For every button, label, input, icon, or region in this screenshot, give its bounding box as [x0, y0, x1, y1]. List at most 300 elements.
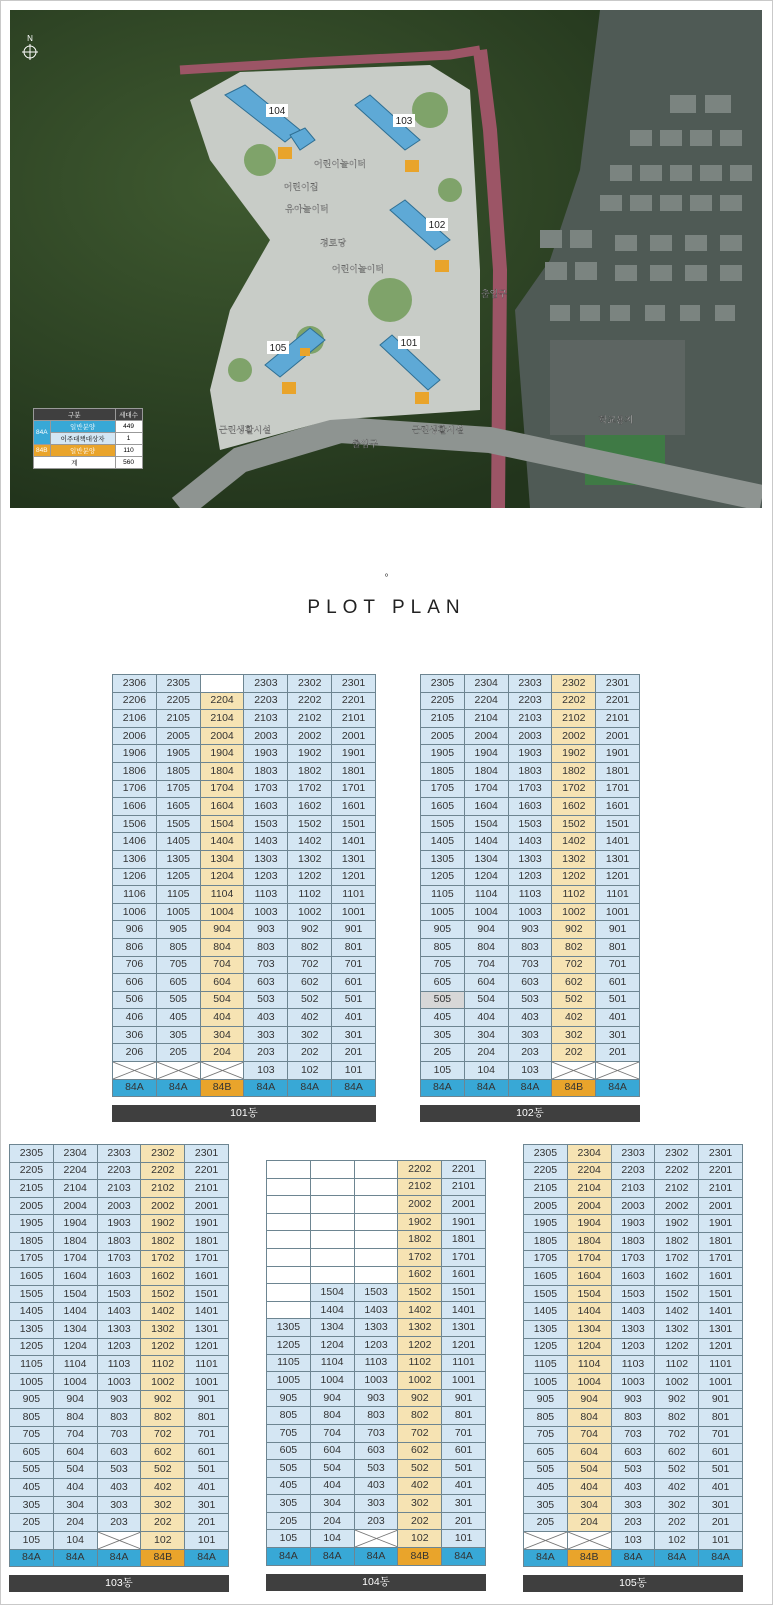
empty-cell [354, 1266, 398, 1284]
unit-cell: 2302 [288, 675, 332, 693]
heading-ornament: ° [384, 573, 389, 584]
unit-cell: 1101 [699, 1356, 743, 1374]
unit-cell: 503 [354, 1460, 398, 1478]
unit-cell: 702 [288, 956, 332, 974]
unit-cell: 605 [156, 974, 200, 992]
floor-row [421, 675, 640, 693]
building-label-bar: 104동 [266, 1574, 486, 1591]
unit-cell: 2201 [596, 692, 640, 710]
unit-cell: 1302 [655, 1320, 699, 1338]
unit-cell: 1406 [113, 833, 157, 851]
unit-cell: 501 [596, 991, 640, 1009]
unit-cell: 305 [156, 1026, 200, 1044]
unit-cell: 2305 [156, 675, 200, 693]
floor-row [267, 1336, 486, 1354]
unit-cell: 1601 [185, 1268, 229, 1286]
unit-cell: 1103 [97, 1356, 141, 1374]
unit-cell: 1202 [288, 868, 332, 886]
floor-row [267, 1424, 486, 1442]
unit-cell: 705 [267, 1424, 311, 1442]
unit-cell: 1701 [185, 1250, 229, 1268]
empty-cell [310, 1161, 354, 1179]
unit-cell: 806 [113, 938, 157, 956]
unit-cell: 1005 [10, 1373, 54, 1391]
unit-cell: 1002 [288, 903, 332, 921]
unit-cell: 504 [310, 1460, 354, 1478]
unit-cell: 901 [185, 1391, 229, 1409]
unit-cell: 1504 [200, 815, 244, 833]
unit-cell: 701 [442, 1424, 486, 1442]
unit-cell: 1105 [10, 1356, 54, 1374]
unit-cell: 1101 [185, 1356, 229, 1374]
unit-cell: 2201 [442, 1161, 486, 1179]
unit-cell: 2202 [552, 692, 596, 710]
unit-cell: 301 [332, 1026, 376, 1044]
unit-cell: 1804 [200, 762, 244, 780]
unit-cell: 1205 [10, 1338, 54, 1356]
unit-cell: 1101 [442, 1354, 486, 1372]
unavailable-unit-cell [113, 1062, 157, 1080]
unit-cell: 2101 [442, 1178, 486, 1196]
unit-cell: 1506 [113, 815, 157, 833]
unit-cell: 803 [244, 938, 288, 956]
unit-cell: 1302 [398, 1319, 442, 1337]
unit-cell: 2201 [332, 692, 376, 710]
unit-cell: 1803 [97, 1232, 141, 1250]
floor-row [267, 1161, 486, 1179]
floor-row [524, 1373, 743, 1391]
map-label-senior-center: 경로당 [319, 238, 347, 248]
unit-type-cell: 84A [185, 1549, 229, 1567]
unit-cell: 901 [332, 921, 376, 939]
unit-cell: 1402 [552, 833, 596, 851]
unit-cell: 1304 [464, 850, 508, 868]
unit-cell: 1802 [398, 1231, 442, 1249]
floor-row [267, 1284, 486, 1302]
unit-cell: 904 [567, 1391, 611, 1409]
unit-cell: 702 [552, 956, 596, 974]
floor-row [421, 815, 640, 833]
unit-cell: 902 [398, 1389, 442, 1407]
unit-cell: 702 [398, 1424, 442, 1442]
unit-cell: 303 [244, 1026, 288, 1044]
unit-cell: 102 [288, 1062, 332, 1080]
unit-cell: 901 [442, 1389, 486, 1407]
unit-cell: 1306 [113, 850, 157, 868]
unit-cell: 1205 [524, 1338, 568, 1356]
unit-type-cell: 84A [310, 1548, 354, 1566]
unit-cell: 501 [442, 1460, 486, 1478]
unit-cell: 1704 [464, 780, 508, 798]
unit-cell: 402 [552, 1009, 596, 1027]
unit-cell: 2202 [655, 1162, 699, 1180]
unit-cell: 702 [655, 1426, 699, 1444]
unit-cell: 1102 [141, 1356, 185, 1374]
map-label-103: 103 [395, 116, 413, 127]
unit-cell: 905 [267, 1389, 311, 1407]
unit-cell: 501 [185, 1461, 229, 1479]
unit-cell: 1905 [10, 1215, 54, 1233]
floor-row [524, 1408, 743, 1426]
unit-cell: 604 [567, 1444, 611, 1462]
empty-cell [354, 1248, 398, 1266]
empty-cell [267, 1301, 311, 1319]
floor-row [421, 710, 640, 728]
unit-cell: 503 [611, 1461, 655, 1479]
floor-row [524, 1444, 743, 1462]
unit-cell: 404 [53, 1479, 97, 1497]
unit-cell: 603 [508, 974, 552, 992]
unit-cell: 1504 [53, 1285, 97, 1303]
unit-cell: 1901 [596, 745, 640, 763]
building-102-grid [420, 674, 640, 1122]
unit-cell: 1202 [655, 1338, 699, 1356]
unit-cell: 205 [156, 1044, 200, 1062]
unit-cell: 902 [288, 921, 332, 939]
unit-cell: 2206 [113, 692, 157, 710]
unit-cell: 601 [596, 974, 640, 992]
unit-cell: 702 [141, 1426, 185, 1444]
unit-cell: 1802 [552, 762, 596, 780]
unit-cell: 902 [552, 921, 596, 939]
unit-cell: 205 [421, 1044, 465, 1062]
unit-cell: 903 [354, 1389, 398, 1407]
floor-row [267, 1530, 486, 1548]
unit-cell: 1704 [53, 1250, 97, 1268]
unit-cell: 1004 [200, 903, 244, 921]
floor-row [10, 1232, 229, 1250]
unit-cell: 2103 [97, 1180, 141, 1198]
unit-cell: 2303 [611, 1145, 655, 1163]
unit-cell: 405 [421, 1009, 465, 1027]
unit-cell: 1801 [442, 1231, 486, 1249]
unit-cell: 1503 [244, 815, 288, 833]
empty-cell [267, 1266, 311, 1284]
floor-row [267, 1248, 486, 1266]
unit-cell: 1501 [332, 815, 376, 833]
map-label-entrance-south: 출입구 [351, 439, 379, 449]
unit-cell: 105 [267, 1530, 311, 1548]
unit-cell: 905 [156, 921, 200, 939]
unit-cell: 2001 [699, 1197, 743, 1215]
unit-cell: 701 [185, 1426, 229, 1444]
empty-cell [354, 1231, 398, 1249]
unit-cell: 2005 [156, 727, 200, 745]
unit-cell: 802 [141, 1408, 185, 1426]
unit-table [9, 1144, 229, 1567]
unit-cell: 704 [53, 1426, 97, 1444]
empty-cell [310, 1266, 354, 1284]
unit-cell: 501 [332, 991, 376, 1009]
unit-cell: 1304 [53, 1320, 97, 1338]
unit-cell: 805 [421, 938, 465, 956]
floor-row [113, 1026, 376, 1044]
unit-cell: 1403 [611, 1303, 655, 1321]
unit-cell: 604 [53, 1444, 97, 1462]
unit-cell: 1501 [442, 1284, 486, 1302]
floor-row [10, 1268, 229, 1286]
unit-cell: 2004 [200, 727, 244, 745]
unit-cell: 1903 [97, 1215, 141, 1233]
unit-cell: 2104 [464, 710, 508, 728]
unit-cell: 1706 [113, 780, 157, 798]
empty-cell [310, 1178, 354, 1196]
unit-cell: 2004 [567, 1197, 611, 1215]
unit-type-row [113, 1079, 376, 1097]
unit-cell: 1303 [508, 850, 552, 868]
unit-cell: 705 [156, 956, 200, 974]
unit-cell: 604 [200, 974, 244, 992]
unit-cell: 1701 [699, 1250, 743, 1268]
unit-cell: 305 [421, 1026, 465, 1044]
unit-cell: 502 [141, 1461, 185, 1479]
floor-row [113, 991, 376, 1009]
unit-type-cell: 84A [156, 1079, 200, 1097]
floor-row [10, 1197, 229, 1215]
unit-cell: 1804 [53, 1232, 97, 1250]
unit-cell: 1305 [156, 850, 200, 868]
unit-cell: 1801 [596, 762, 640, 780]
unit-cell: 1804 [567, 1232, 611, 1250]
unit-cell: 2105 [524, 1180, 568, 1198]
unit-cell: 303 [508, 1026, 552, 1044]
unit-type-cell: 84A [53, 1549, 97, 1567]
unit-cell: 1301 [332, 850, 376, 868]
unit-cell: 1703 [244, 780, 288, 798]
unit-cell: 1303 [354, 1319, 398, 1337]
unit-cell: 1006 [113, 903, 157, 921]
unit-cell: 1103 [354, 1354, 398, 1372]
floor-row [421, 1044, 640, 1062]
unit-cell: 1502 [288, 815, 332, 833]
floor-row [10, 1145, 229, 1163]
unit-cell: 706 [113, 956, 157, 974]
unit-cell: 1303 [611, 1320, 655, 1338]
unavailable-unit-cell [200, 1062, 244, 1080]
unit-cell: 704 [464, 956, 508, 974]
unit-cell: 1803 [508, 762, 552, 780]
unit-cell: 503 [97, 1461, 141, 1479]
unit-cell: 1502 [552, 815, 596, 833]
unit-cell: 1505 [10, 1285, 54, 1303]
unit-cell: 402 [288, 1009, 332, 1027]
unit-cell: 601 [332, 974, 376, 992]
unit-cell: 901 [699, 1391, 743, 1409]
unavailable-unit-cell [524, 1532, 568, 1550]
unit-cell: 2001 [442, 1196, 486, 1214]
unit-type-cell: 84A [596, 1079, 640, 1097]
unit-cell: 902 [141, 1391, 185, 1409]
floor-row [421, 868, 640, 886]
unit-cell: 1901 [699, 1215, 743, 1233]
empty-cell [267, 1213, 311, 1231]
unit-type-cell: 84A [508, 1079, 552, 1097]
unavailable-unit-cell [354, 1530, 398, 1548]
unit-cell: 2101 [185, 1180, 229, 1198]
floor-row [524, 1250, 743, 1268]
unit-cell: 401 [185, 1479, 229, 1497]
unit-cell: 1004 [464, 903, 508, 921]
floor-row [113, 745, 376, 763]
unit-cell: 2002 [398, 1196, 442, 1214]
unavailable-unit-cell [552, 1062, 596, 1080]
unit-cell: 906 [113, 921, 157, 939]
floor-row [10, 1391, 229, 1409]
unit-cell: 301 [185, 1496, 229, 1514]
unit-cell: 1904 [200, 745, 244, 763]
unit-cell: 103 [611, 1532, 655, 1550]
unit-cell: 1003 [354, 1372, 398, 1390]
unit-cell: 2105 [156, 710, 200, 728]
unit-cell: 1102 [655, 1356, 699, 1374]
map-label-104: 104 [268, 106, 286, 117]
unit-cell: 2103 [508, 710, 552, 728]
unit-cell: 1505 [524, 1285, 568, 1303]
unit-cell: 1401 [699, 1303, 743, 1321]
unit-cell: 104 [464, 1062, 508, 1080]
floor-row [10, 1408, 229, 1426]
unit-cell: 1204 [567, 1338, 611, 1356]
unit-table [523, 1144, 743, 1567]
unit-cell: 2103 [611, 1180, 655, 1198]
unit-cell: 802 [398, 1407, 442, 1425]
floor-row [524, 1285, 743, 1303]
unit-cell: 201 [596, 1044, 640, 1062]
unit-cell: 2301 [185, 1145, 229, 1163]
unit-cell: 505 [524, 1461, 568, 1479]
unit-cell: 1802 [288, 762, 332, 780]
unit-cell: 502 [398, 1460, 442, 1478]
empty-cell [267, 1284, 311, 1302]
unit-cell: 2303 [244, 675, 288, 693]
unit-cell: 804 [567, 1408, 611, 1426]
floor-row [10, 1180, 229, 1198]
unit-cell: 205 [267, 1512, 311, 1530]
unit-cell: 1205 [156, 868, 200, 886]
floor-row [421, 1009, 640, 1027]
unit-type-cell: 84A [113, 1079, 157, 1097]
unit-cell: 903 [244, 921, 288, 939]
empty-cell [267, 1248, 311, 1266]
floor-row [267, 1319, 486, 1337]
unit-cell: 2204 [567, 1162, 611, 1180]
floor-row [113, 974, 376, 992]
unit-cell: 402 [655, 1479, 699, 1497]
floor-row [267, 1178, 486, 1196]
floor-row [113, 762, 376, 780]
unit-cell: 304 [567, 1496, 611, 1514]
unit-cell: 602 [141, 1444, 185, 1462]
unit-cell: 1104 [200, 886, 244, 904]
unit-cell: 1703 [508, 780, 552, 798]
unit-type-cell: 84A [332, 1079, 376, 1097]
unit-cell: 203 [244, 1044, 288, 1062]
unit-cell: 603 [244, 974, 288, 992]
unit-cell: 1405 [156, 833, 200, 851]
unit-cell: 2002 [552, 727, 596, 745]
unit-cell: 1501 [596, 815, 640, 833]
legend-count: 1 [115, 433, 142, 445]
floor-row [421, 903, 640, 921]
unit-cell: 504 [53, 1461, 97, 1479]
unit-cell: 1604 [567, 1268, 611, 1286]
unit-cell: 505 [156, 991, 200, 1009]
unit-cell: 2305 [524, 1145, 568, 1163]
unit-cell: 1901 [332, 745, 376, 763]
unit-cell: 304 [310, 1495, 354, 1513]
unit-cell: 1603 [508, 798, 552, 816]
unit-cell: 1602 [398, 1266, 442, 1284]
map-label-101: 101 [400, 338, 418, 349]
unit-cell: 1705 [156, 780, 200, 798]
unit-cell: 1606 [113, 798, 157, 816]
floor-row [113, 1009, 376, 1027]
unit-table [266, 1160, 486, 1566]
unit-cell: 204 [464, 1044, 508, 1062]
unit-cell: 703 [244, 956, 288, 974]
unit-cell: 1105 [267, 1354, 311, 1372]
map-label-kids-playground: 어린이놀이터 [313, 159, 367, 169]
floor-row [267, 1266, 486, 1284]
unit-cell: 701 [596, 956, 640, 974]
unit-cell: 1105 [421, 886, 465, 904]
unit-cell: 1503 [354, 1284, 398, 1302]
unit-cell: 505 [267, 1460, 311, 1478]
floor-row [267, 1407, 486, 1425]
unit-cell: 1001 [332, 903, 376, 921]
unit-cell: 1701 [596, 780, 640, 798]
unit-cell: 305 [524, 1496, 568, 1514]
floor-row [421, 886, 640, 904]
unit-type-cell: 84A [421, 1079, 465, 1097]
unit-cell: 502 [288, 991, 332, 1009]
unit-cell: 102 [655, 1532, 699, 1550]
unit-cell: 1801 [699, 1232, 743, 1250]
unit-cell: 2302 [552, 675, 596, 693]
unit-cell: 1004 [310, 1372, 354, 1390]
unit-cell: 2205 [156, 692, 200, 710]
unit-cell: 1305 [421, 850, 465, 868]
unit-cell: 1104 [310, 1354, 354, 1372]
unit-cell: 1303 [244, 850, 288, 868]
map-label-105: 105 [269, 343, 287, 354]
unavailable-unit-cell [97, 1532, 141, 1550]
unit-cell: 1303 [97, 1320, 141, 1338]
unit-cell: 1904 [464, 745, 508, 763]
unit-cell: 405 [10, 1479, 54, 1497]
unit-cell: 1604 [53, 1268, 97, 1286]
legend-total-count: 560 [115, 457, 142, 469]
legend-head-type: 구분 [34, 409, 116, 421]
unit-cell: 204 [53, 1514, 97, 1532]
unit-type-cell: 84A [611, 1549, 655, 1567]
unit-type-row [524, 1549, 743, 1567]
unit-cell: 1005 [421, 903, 465, 921]
empty-cell [354, 1213, 398, 1231]
unit-cell: 2005 [421, 727, 465, 745]
building-label-bar: 101동 [112, 1105, 376, 1122]
map-label-102: 102 [428, 220, 446, 231]
unit-cell: 1204 [200, 868, 244, 886]
floor-row [267, 1389, 486, 1407]
unit-cell: 2202 [398, 1161, 442, 1179]
unit-cell: 1705 [421, 780, 465, 798]
unit-cell: 1903 [244, 745, 288, 763]
unit-cell: 2306 [113, 675, 157, 693]
unit-cell: 802 [655, 1408, 699, 1426]
floor-row [113, 833, 376, 851]
unit-cell: 102 [141, 1532, 185, 1550]
